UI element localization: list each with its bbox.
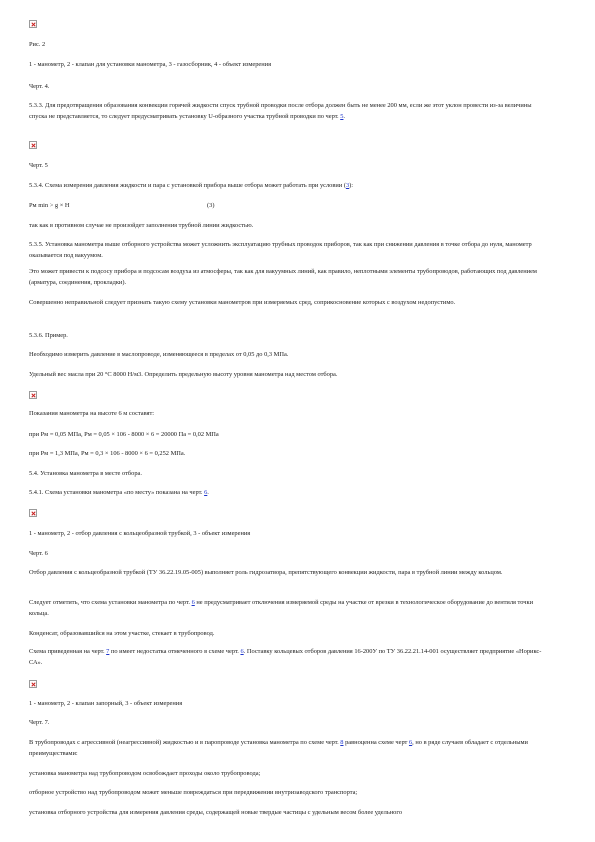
drawing-link[interactable]: 6 — [204, 489, 208, 496]
paragraph: Это может привести к подсосу прибора и подсосам воздуха из атмосферы, так как для вакуумных линий, как правило, неплотными элементы трубопроводов, работающих под давлением (арматура, соединения, прокладки). — [29, 268, 537, 286]
paragraph-5-3-4: 5.3.4. Схема измерения давления жидкости и пара с установкой прибора выше отбора может работать при условии (3): — [29, 182, 354, 189]
paragraph: Показания манометра на высоте 6 м составят: — [29, 410, 155, 417]
formula: Pм min > g × H — [29, 202, 70, 209]
drawing-link[interactable]: 6 — [240, 648, 244, 655]
figure-legend: 1 - манометр, 2 - отбор давления с кольцеобразной трубкой, 3 - объект измерения — [29, 530, 251, 537]
drawing-link[interactable]: 5 — [340, 112, 344, 120]
paragraph: Следует отметить, что схема установки манометра по черт. 6 не предусматривает отключения измеряемой среды на участке от врезки в технологическое оборудование до вентиля точки кольца. — [29, 599, 534, 617]
paragraph: Необходимо измерить давление в маслопроводе, изменяющееся в пределах от 0,05 до 0,3 МПа. — [29, 351, 289, 358]
formula-number: (3) — [207, 202, 215, 209]
broken-image-icon — [29, 680, 37, 688]
paragraph-5-4-1: 5.4.1. Схема установки манометра «по месту» показана на черт. 6. — [29, 489, 209, 496]
broken-image-icon — [29, 141, 37, 149]
list-item: отборное устройство над трубопроводом может меньше повреждаться при передвижении внутризаводского транспорта; — [29, 789, 358, 796]
paragraph: так как в противном случае не произойдет заполнения трубной линии жидкостью. — [29, 222, 254, 229]
paragraph: Удельный вес масла при 20 °С 8000 Н/м3. Определить предельную высоту уровня манометра над местом отбора. — [29, 371, 338, 378]
paragraph-5-3-3: 5.3.3. Для предотвращения образования конвекции горячей жидкости спуск трубной проводки после отбора должен быть не менее 200 мм, если же этот уклон провести из-за величины спуска не представляется, то следует предусматривать установку U-образного участка трубной проводки по черт. 5. — [29, 102, 532, 120]
paragraph-5-3-6: 5.3.6. Пример. — [29, 332, 68, 339]
broken-image-icon — [29, 509, 37, 517]
drawing-label: Черт. 5 — [29, 162, 48, 169]
paragraph-5-3-5: 5.3.5. Установка манометра выше отборного устройства может усложнить эксплуатацию трубных проводок приборов, так как при снижении давления в точке отбора до нуля, манометр оказывается под вакуумом. — [29, 241, 532, 259]
paragraph: В трубопроводах с агрессивной (неагрессивной) жидкостью и в паропроводе установка манометра по схеме черт. 8 равноценна схеме черт 6, но в ряде случаев обладает с отдельными преимуществами: — [29, 739, 528, 757]
figure-legend: 1 - манометр, 2 - клапан для установки манометра, 3 - газосборник, 4 - объект измерения — [29, 61, 272, 68]
list-item: установка манометра над трубопроводом освобождает проходы около трубопровода; — [29, 770, 261, 777]
drawing-link[interactable]: 7 — [106, 648, 110, 655]
drawing-link[interactable]: 6 — [408, 739, 413, 746]
drawing-link[interactable]: 6 — [191, 599, 195, 606]
paragraph: Совершенно неправильной следует признать такую схему установки манометров при измеряемых сред, соприкосновение которых с воздухом недопустимо. — [29, 299, 456, 306]
paragraph: Отбор давления с кольцеобразной трубкой (ТУ 36.22.19.05-005) выполняет роль гидрозатвора, препятствующего конвекции жидкости, пара в трубной линии между кольцом. — [29, 569, 503, 576]
formula-line: при Pм = 0,05 МПа, Pм = 0,05 × 106 - 8000 × 6 = 20000 Па = 0,02 МПа — [29, 431, 219, 438]
figure-legend: 1 - манометр, 2 - клапан запорный, 3 - объект измерения — [29, 700, 183, 707]
broken-image-icon — [29, 20, 37, 28]
paragraph: Схема приведенная на черт. 7 по имеет недостатка отмеченного в схеме черт. 6. Поставку кольцевых отборов давления 16-200У по ТУ 36.22.21.14-001 осуществляет предприятие «Норикс-СА». — [29, 648, 542, 666]
formula-line — [29, 201, 549, 212]
formula-line: при Pм = 1,3 МПа, Pм = 0,3 × 106 - 8000 × 6 = 0,252 МПа. — [29, 450, 186, 457]
drawing-link[interactable]: 8 — [340, 739, 344, 746]
broken-image-icon — [29, 391, 37, 399]
paragraph: Конденсат, образовавшийся на этом участке, стекает в трубопровод. — [29, 630, 215, 637]
drawing-label: Черт. 6 — [29, 550, 48, 557]
figure-caption: Рис. 2 — [29, 41, 46, 48]
section-heading: 5.4. Установка манометра в месте отбора. — [29, 470, 142, 477]
drawing-label: Черт. 4. — [29, 83, 50, 90]
list-item: установка отборного устройства для измерения давления среды, содержащей новые твердые частицы с удельным весом более удельного — [29, 809, 403, 816]
drawing-label: Черт. 7. — [29, 719, 50, 726]
reference-link[interactable]: 3 — [345, 182, 350, 189]
